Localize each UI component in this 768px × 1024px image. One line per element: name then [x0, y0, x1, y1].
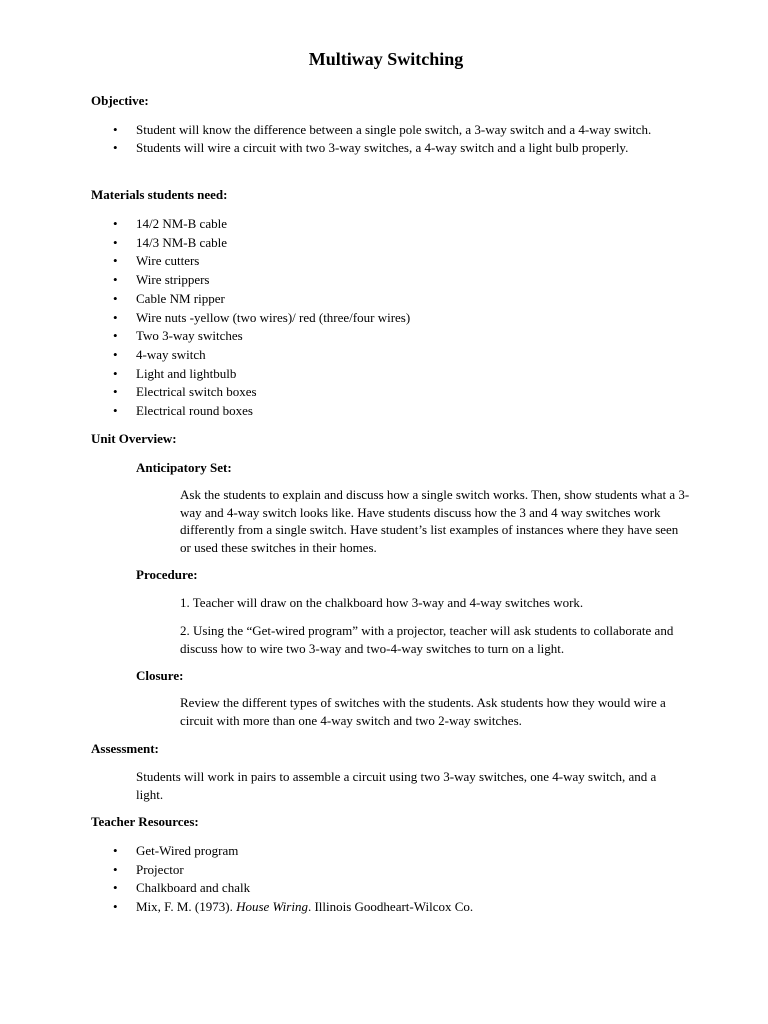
procedure-step-2: 2. Using the “Get-wired program” with a projector, teacher will ask students to collaborate and discuss how to wire two 3-way and two-4-way switches to turn on a light.: [180, 623, 674, 656]
teacher-resources-list: [113, 842, 673, 917]
list-item: • Two 3-way switches: [113, 327, 673, 346]
list-item: • Electrical switch boxes: [113, 383, 673, 402]
list-item: • 14/3 NM-B cable: [113, 234, 673, 253]
closure-heading: Closure:: [136, 668, 184, 683]
procedure-heading: Procedure:: [136, 567, 198, 582]
bullet-icon: •: [113, 253, 118, 269]
bullet-icon: •: [113, 216, 118, 231]
objective-list: [113, 121, 673, 157]
list-item: • Students will wire a circuit with two 3-way switches, a 4-way switch and a light bulb properly.: [113, 140, 629, 155]
procedure-step-1: 1. Teacher will draw on the chalkboard how 3-way and 4-way switches work.: [180, 595, 584, 610]
list-item: • Student will know the difference between a single pole switch, a 3-way switch and a 4-way switch.: [113, 122, 652, 137]
citation-author: Mix, F. M. (1973).: [136, 899, 237, 915]
bullet-icon: •: [113, 843, 118, 858]
bullet-icon: •: [113, 880, 118, 896]
unit-overview-heading: Unit Overview:: [91, 431, 177, 446]
closure-text: Review the different types of switches with the students. Ask students how they would wire a circuit with more than one 4-way switch and two 2-way switches.: [180, 695, 666, 728]
list-item: • Electrical round boxes: [113, 402, 673, 421]
bullet-icon: •: [113, 290, 118, 306]
list-item: • Cable NM ripper: [113, 290, 673, 309]
bullet-icon: •: [113, 272, 118, 288]
materials-list: [113, 215, 673, 421]
bullet-icon: •: [113, 346, 118, 362]
list-item: • Light and lightbulb: [113, 365, 673, 384]
objective-heading: Objective:: [91, 93, 149, 108]
list-item: • Wire nuts -yellow (two wires)/ red (three/four wires): [113, 309, 673, 328]
bullet-icon: •: [113, 309, 118, 325]
materials-heading: Materials students need:: [91, 187, 228, 202]
list-item: • Wire cutters: [113, 252, 673, 271]
anticipatory-set-heading: Anticipatory Set:: [136, 460, 232, 475]
citation-book-title: House Wiring: [236, 899, 308, 915]
bullet-icon: •: [113, 899, 118, 915]
page-title: Multiway Switching: [308, 49, 464, 69]
list-item: • Chalkboard and chalk: [113, 879, 673, 898]
list-item: • Wire strippers: [113, 271, 673, 290]
citation-item: [113, 898, 673, 917]
bullet-icon: •: [113, 122, 118, 137]
assessment-heading: Assessment:: [91, 741, 159, 756]
bullet-icon: •: [113, 403, 118, 419]
anticipatory-set-text: Ask the students to explain and discuss how a single switch works. Then, show students what a 3-way and 4-way switch looks like. Have students discuss how the 3 and 4 way switches work differently from a single switch. Have student’s list examples of instances where they have seen or used these switches in their homes.: [180, 487, 690, 555]
list-item: • 14/2 NM-B cable: [113, 215, 673, 234]
bullet-icon: •: [113, 140, 118, 155]
bullet-icon: •: [113, 328, 118, 344]
bullet-icon: •: [113, 234, 118, 250]
bullet-icon: •: [113, 384, 118, 400]
list-item: • Projector: [113, 861, 673, 880]
bullet-icon: •: [113, 365, 118, 381]
teacher-resources-heading: Teacher Resources:: [91, 814, 199, 829]
bullet-icon: •: [113, 861, 118, 877]
citation-publisher: . Illinois Goodheart-Wilcox Co.: [307, 899, 474, 915]
assessment-text: Students will work in pairs to assemble a circuit using two 3-way switches, one 4-way switch, and a light.: [136, 769, 657, 802]
list-item: • 4-way switch: [113, 346, 673, 365]
list-item: • Get-Wired program: [113, 842, 673, 861]
